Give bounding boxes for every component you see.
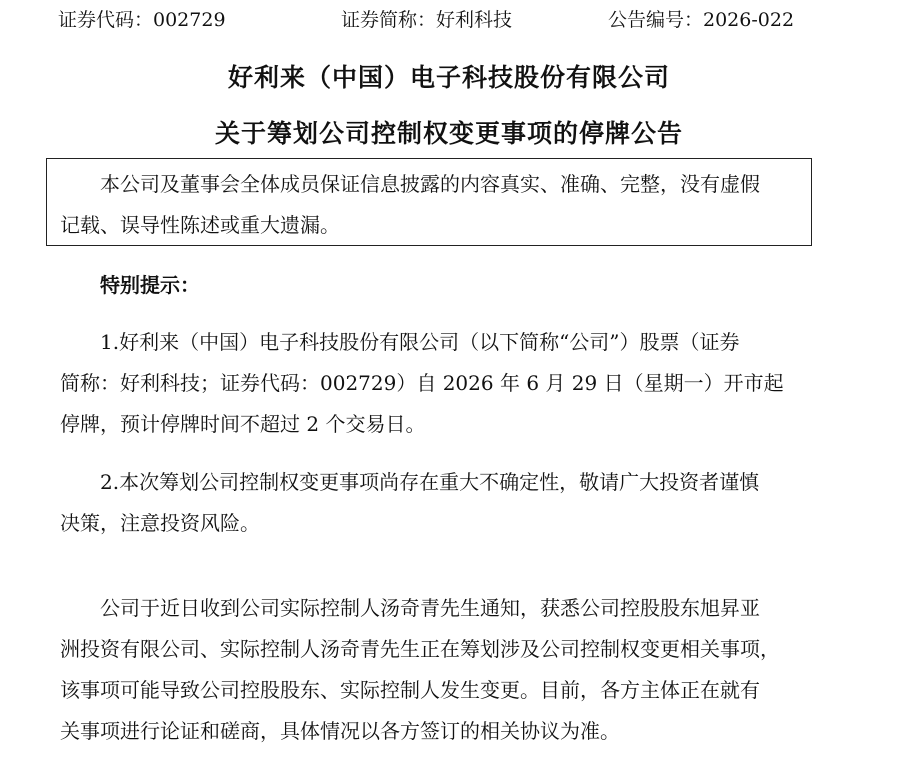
item-line: 1.好利来（中国）电子科技股份有限公司（以下简称“公司”）股票（证券: [60, 330, 740, 354]
company-title: 好利来（中国）电子科技股份有限公司: [227, 63, 670, 92]
stock-code: 证券代码：002729: [58, 9, 226, 31]
body-line: 洲投资有限公司、实际控制人汤奇青先生正在筹划涉及公司控制权变更相关事项，: [60, 637, 780, 661]
body-line: 关事项进行论证和磋商，具体情况以各方签订的相关协议为准。: [60, 719, 620, 743]
stock-abbreviation: 证券简称：好利科技: [341, 9, 513, 31]
body-paragraph: [60, 588, 810, 752]
body-line: 该事项可能导致公司控股股东、实际控制人发生变更。目前，各方主体正在就有: [60, 678, 760, 702]
statement-line: 记载、误导性陈述或重大遗漏。: [60, 213, 340, 237]
body-line: 公司于近日收到公司实际控制人汤奇青先生通知，获悉公司控股股东旭昇亚: [60, 596, 760, 620]
item-line: 决策，注意投资风险。: [60, 511, 260, 535]
statement-line: 本公司及董事会全体成员保证信息披露的内容真实、准确、完整，没有虚假: [60, 172, 760, 196]
notice-number: 公告编号：2026-022: [608, 9, 795, 31]
item-line: 简称：好利科技；证券代码：002729）自 2026 年 6 月 29 日（星期一）开市起: [60, 371, 784, 395]
item-line: 2.本次筹划公司控制权变更事项尚存在重大不确定性，敬请广大投资者谨慎: [60, 470, 760, 494]
statement-text: [60, 164, 810, 246]
special-notice-item-1: [60, 322, 810, 445]
special-notice-item-2: [60, 462, 810, 544]
item-line: 停牌，预计停牌时间不超过 2 个交易日。: [60, 412, 426, 436]
document-header: [0, 6, 898, 34]
notice-title: 关于筹划公司控制权变更事项的停牌公告: [214, 119, 683, 148]
special-notice-heading: 特别提示：: [100, 273, 200, 297]
